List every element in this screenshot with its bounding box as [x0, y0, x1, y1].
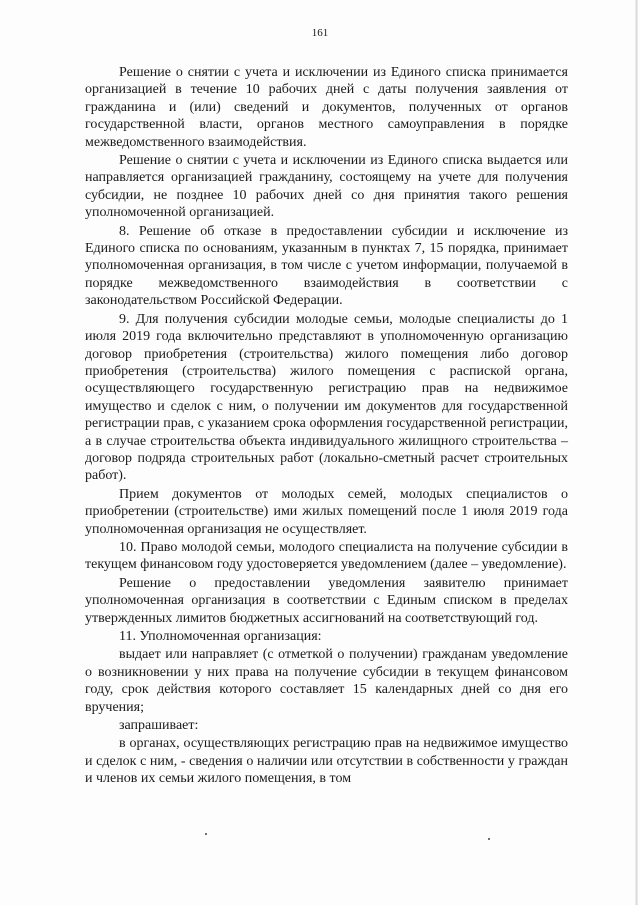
paragraph-8: 11. Уполномоченная организация: [119, 629, 322, 644]
paragraph-9: выдает или направляет (с отметкой о получении) гражданам уведомление о возникновении у них права на получение субсидии в текущем финансовом году, срок действия которого составляет 15 календарных дней со дня его вручения; [85, 647, 568, 715]
paragraph-4: 9. Для получения субсидии молодые семьи, молодые специалисты до 1 июля 2019 года включительно представляют в уполномоченную организацию договор приобретения (строительства) жилого помещения либо договор приобретения (строительства) жилого помещения с распиской органа, осуществляющего государственную регистрацию прав на недвижимое имущество и сделок с ним, о получении им документов для государственной регистрации прав, с указанием срока оформления государственной регистрации, а в случае строительства объекта индивидуального жилищного строительства – договор подряда строительных работ (локально-сметный расчет строительных работ). [85, 311, 568, 484]
paragraph-1: Решение о снятии с учета и исключении из Единого списка принимается организацией в течение 10 рабочих дней с даты получения заявления от гражданина и (или) сведений и документов, полученных от органов государственной власти, органов местного самоуправления в порядке межведомственного взаимодействия. [85, 65, 568, 150]
document-body [85, 64, 568, 788]
paragraph-7: Решение о предоставлении уведомления заявителю принимает уполномоченная организация в соответствии с Единым списком в пределах утвержденных лимитов бюджетных ассигнований на соответствующий год. [85, 575, 568, 626]
paragraph-3: 8. Решение об отказе в предоставлении субсидии и исключение из Единого списка по основаниям, указанным в пунктах 7, 15 порядка, принимает уполномоченная организация, в том числе с учетом информации, получаемой в порядке межведомственного взаимодействия в соответствии с законодательством Российской Федерации. [85, 223, 568, 309]
paragraph-11: в органах, осуществляющих регистрацию прав на недвижимое имущество и сделок с ним, - сведения о наличии или отсутствии в собственности у граждан и членов их семьи жилого помещения, в том [85, 736, 568, 787]
page-number: 161 [311, 27, 329, 39]
paragraph-6: 10. Право молодой семьи, молодого специалиста на получение субсидии в текущем финансовом году удостоверяется уведомлением (далее – уведомление). [85, 539, 568, 573]
scan-edge [635, 0, 638, 905]
scan-speck [488, 838, 490, 840]
scan-speck [205, 833, 207, 835]
paragraph-5: Прием документов от молодых семей, молодых специалистов о приобретении (строительстве) ими жилых помещений после 1 июля 2019 года уполномоченная организация не осуществляет. [85, 486, 568, 537]
paragraph-10: запрашивает: [119, 718, 199, 734]
paragraph-2: Решение о снятии с учета и исключении из Единого списка выдается или направляется организацией гражданину, состоящему на учете для получения субсидии, не позднее 10 рабочих дней со дня принятия такого решения уполномоченной организацией. [85, 153, 568, 221]
